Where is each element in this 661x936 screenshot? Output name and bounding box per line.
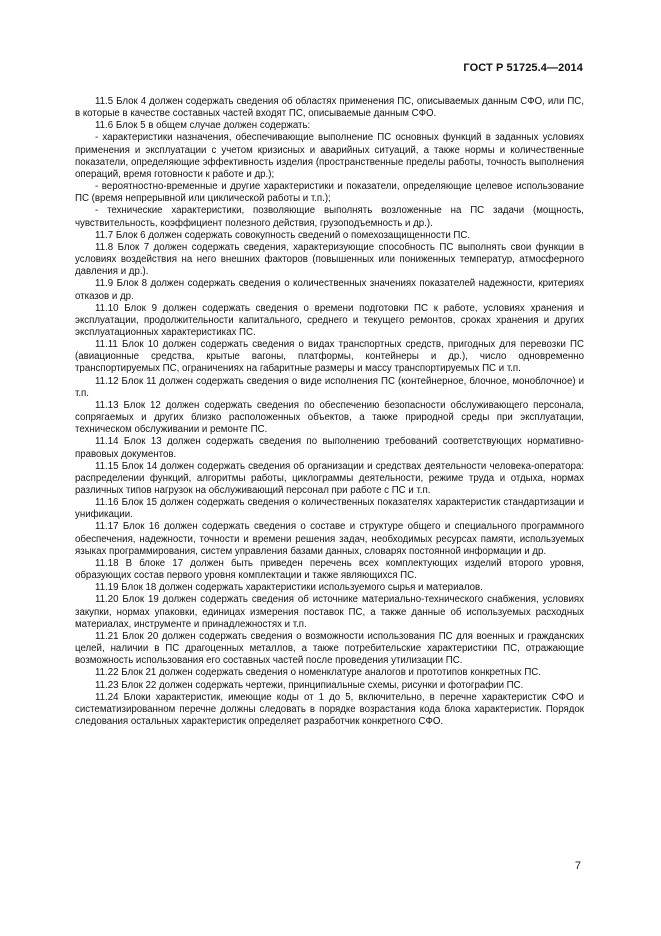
paragraph-11-14: 11.14 Блок 13 должен содержать сведения по выполнению требований соответствующих нормативно-правовых документов. [75,436,584,460]
paragraph-11-13: 11.13 Блок 12 должен содержать сведения по обеспечению безопасности обслуживающего персонала, сопрягаемых и других близко расположенных объектов, а также природной среды при эксплуатации, техническом обслуживании и ремонте ПС. [75,399,584,436]
body-text [75,96,584,728]
paragraph-11-12: 11.12 Блок 11 должен содержать сведения о виде исполнения ПС (контейнерное, блочное, моноблочное) и т.п. [75,375,584,399]
paragraph-11-18: 11.18 В блоке 17 должен быть приведен перечень всех комплектующих изделий второго уровня, образующих состав первого уровня комплектации и также являющихся ПС. [75,557,584,582]
paragraph-11-20: 11.20 Блок 19 должен содержать сведения об источнике материально-технического снабжения, условиях закупки, нормах упаковки, единицах измерения поставок ПС, а также данные об используемых расходных материалах, инструменте и принадлежностях и т.п. [75,594,584,630]
document-id-header: ГОСТ Р 51725.4—2014 [463,62,583,74]
paragraph-11-23: 11.23 Блок 22 должен содержать чертежи, принципиальные схемы, рисунки и фотографии ПС. [95,679,524,691]
paragraph-11-19: 11.19 Блок 18 должен содержать характеристики используемого сырья и материалов. [95,582,483,594]
paragraph-11-5: 11.5 Блок 4 должен содержать сведения об областях применения ПС, описываемых данным СФО, или ПС, в которые в качестве составных частей входят ПС, описываемые данным СФО. [75,96,584,120]
paragraph-11-8: 11.8 Блок 7 должен содержать сведения, характеризующие способность ПС выполнять свои функции в условиях воздействия на него внешних факторов (повышенных или пониженных температур, атмосферного давления и др.). [75,241,584,278]
list-item-technical: - технические характеристики, позволяющие выполнять возложенные на ПС задачи (мощность, чувствительность, коэффициент полезного действия, грузоподъемность и др.). [75,205,584,229]
paragraph-11-17: 11.17 Блок 16 должен содержать сведения о составе и структуре общего и специального программного обеспечения, надежности, точности и времени решения задач, необходимых ресурсах памяти, используемых языках программирования, систем управления базами данных, словарях постоянной информации и др. [75,521,584,557]
paragraph-11-22: 11.22 Блок 21 должен содержать сведения о номенклатуре аналогов и прототипов конкретных ПС. [95,667,541,679]
page-number: 7 [574,860,581,872]
paragraph-11-11: 11.11 Блок 10 должен содержать сведения о видах транспортных средств, пригодных для перевозки ПС (авиационные средства, крытые вагоны, платформы, контейнеры и др.), число одновременно транспортируемых ПС, ограничениях на габаритные размеры и массу транспортируемых ПС и т.п. [75,339,584,375]
paragraph-11-9: 11.9 Блок 8 должен содержать сведения о количественных значениях показателей надежности, критериях отказов и др. [75,278,584,302]
paragraph-11-10: 11.10 Блок 9 должен содержать сведения о времени подготовки ПС к работе, условиях хранения и эксплуатации, продолжительности капитального, среднего и текущего ремонтов, сроках хранения и других эксплуатационных характеристиках ПС. [75,302,584,338]
list-item-purpose: - характеристики назначения, обеспечивающие выполнение ПС основных функций в заданных условиях применения и эксплуатации с учетом кризисных и аварийных ситуаций, а также нормы и количественные показатели, определяющие эффективность изделия (пространственные пределы работы, точность выполнения операций, время готовности к работе и др.); [75,132,584,180]
paragraph-11-21: 11.21 Блок 20 должен содержать сведения о возможности использования ПС для военных и гражданских целей, наличии в ПС драгоценных металлов, а также потребительские характеристики ПС, отражающие возможность использования его составных частей после проведения утилизации ПС. [75,630,584,667]
paragraph-11-16: 11.16 Блок 15 должен содержать сведения о количественных показателях характеристик стандартизации и унификации. [75,497,584,521]
paragraph-11-6: 11.6 Блок 5 в общем случае должен содержать: [95,120,311,132]
paragraph-11-7: 11.7 Блок 6 должен содержать совокупность сведений о помехозащищенности ПС. [95,229,471,241]
list-item-probabilistic: - вероятностно-временные и другие характеристики и показатели, определяющие целевое использование ПС (время непрерывной или циклической работы и т.п.); [75,181,584,205]
paragraph-11-24: 11.24 Блоки характеристик, имеющие коды от 1 до 5, включительно, в перечне характеристик СФО и систематизированном перечне должны следовать в порядке возрастания кода блока характеристик. Порядок следования остальных характеристик определяет разработчик конкретного СФО. [75,691,584,727]
paragraph-11-15: 11.15 Блок 14 должен содержать сведения об организации и средствах деятельности человека-оператора: распределении функций, алгоритмы работы, циклограммы деятельности, режиме труда и отдыха, нормах различных типов нагрузок на обслуживающий персонал при работе с ПС и т.п. [75,460,584,496]
